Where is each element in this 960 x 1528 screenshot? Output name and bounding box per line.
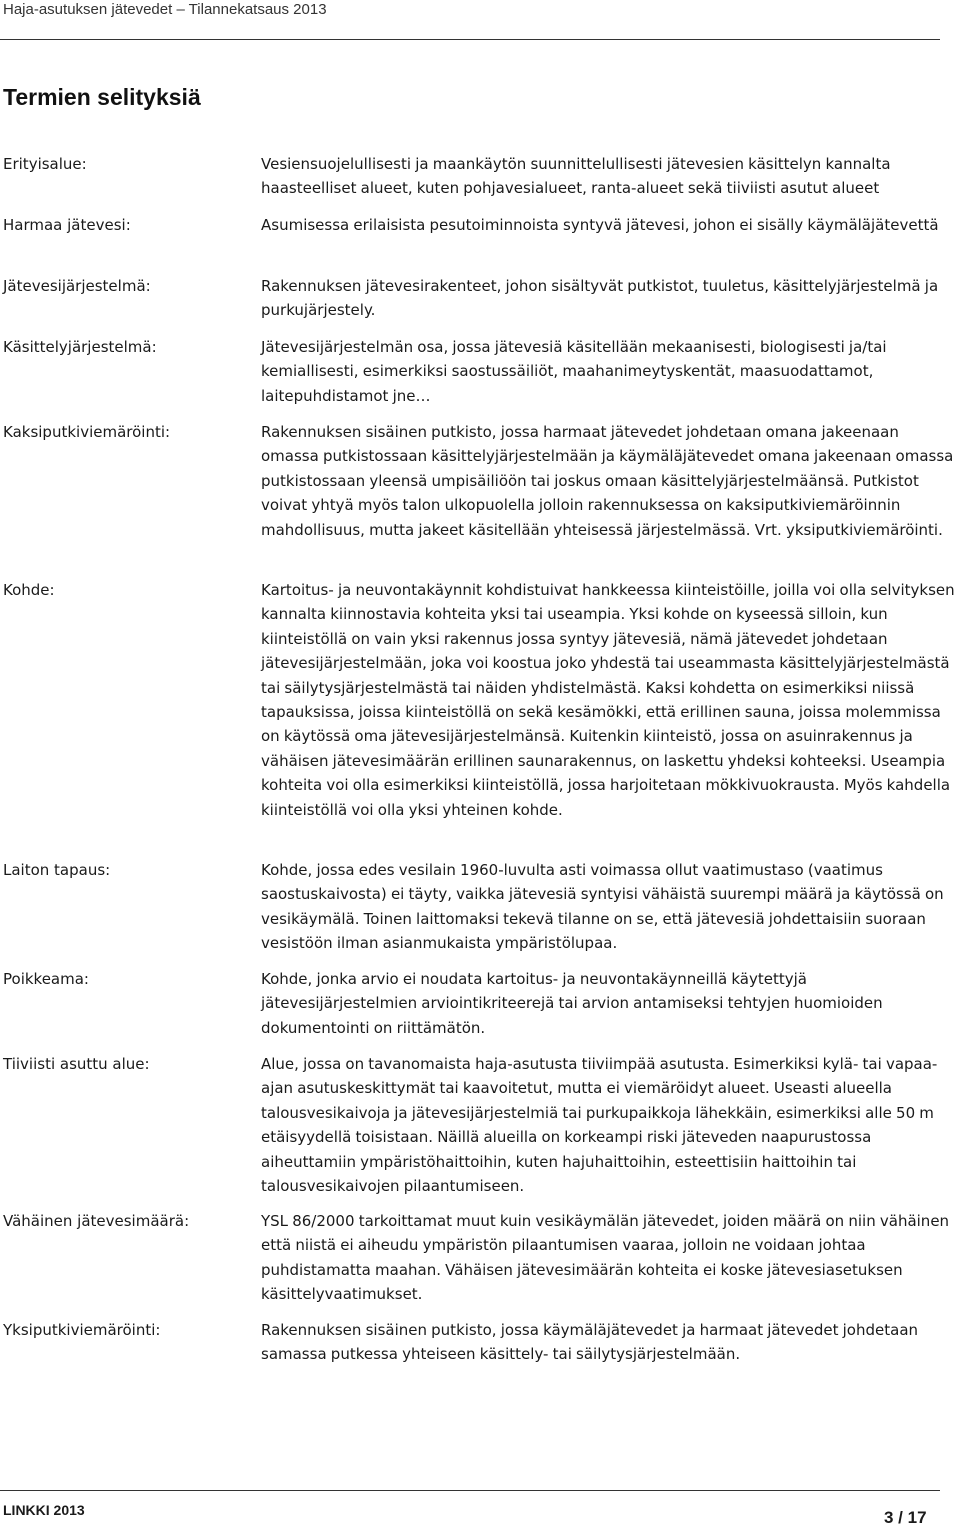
running-header: [0, 0, 940, 40]
definition-tiiviisti-asuttu-alue: Alue, jossa on tavanomaista haja-asutusta tiiviimpää asutusta. Esimerkiksi kylä- tai vapaa-ajan asutuskeskittymät tai kaavoitetut, mutta ei viemäröidyt alueet. Useasti alueella talousvesikaivoja ja jätevesijärjestelmiä tai purkupaikkoja lähekkäin, esimerkiksi alle 50 m etäisyydellä toisistaan. Näillä alueilla on korkeampi riski jäteveden naapurustossa aiheuttamiin ympäristöhaittoihin, kuten hajuhaittoihin, esteettisiin haittoihin tai talousvesikaivojen pilaantumiseen.: [261, 1055, 938, 1196]
page-title: Termien selityksiä: [3, 84, 201, 110]
definition-harmaa-jatevesi: Asumisessa erilaisista pesutoiminnoista syntyvä jätevesi, johon ei sisälly käymäläjätevettä: [261, 216, 939, 234]
definition-laiton-tapaus: Kohde, jossa edes vesilain 1960-luvulta asti voimassa ollut vaatimustaso (vaatimus saostuskaivosta) ei täyty, vaikka jätevesiä syntyisi vähäistä suurempi määrä ja käytössä on vesikäymälä. Toinen laittomaksi tekevä tilanne on se, että jätevesiä johdettaisiin suoraan vesistöön ilman asianmukaista ympäristölupaa.: [261, 861, 944, 953]
term-harmaa-jatevesi: Harmaa jätevesi:: [3, 216, 131, 234]
term-yksiputkiviemarointi: Yksiputkiviemäröinti:: [3, 1321, 161, 1339]
definition-kaksiputkiviemarointi: Rakennuksen sisäinen putkisto, jossa harmaat jätevedet johdetaan omana jakeenaan omassa putkistossaan käsittelyjärjestelmään ja käymäläjätevedet omana jakeenaan omassa putkistossaan yleensä umpisäiliöön tai joskus omaan käsittelyjärjestelmäänsä. Putkistot voivat yhtyä myös talon ulkopuolella jolloin rakennuksessa on kaksiputkiviemäröinnin mahdollisuus, mutta jakeet käsitellään yhteisessä järjestelmässä. Vrt. yksiputkiviemäröinti.: [261, 423, 954, 539]
term-poikkeama: Poikkeama:: [3, 970, 89, 988]
footer-divider: [0, 1490, 940, 1491]
term-tiiviisti-asuttu-alue: Tiiviisti asuttu alue:: [3, 1055, 150, 1073]
definition-jatevesijarjestelma: Rakennuksen jätevesirakenteet, johon sisältyvät putkistot, tuuletus, käsittelyjärjestelmä ja purkujärjestely.: [261, 277, 939, 320]
definition-yksiputkiviemarointi: Rakennuksen sisäinen putkisto, jossa käymäläjätevedet ja harmaat jätevedet johdetaan samassa putkessa yhteiseen käsittely- tai säilytysjärjestelmään.: [261, 1321, 919, 1364]
running-header-title: Haja-asutuksen jätevedet – Tilannekatsaus 2013: [3, 1, 327, 18]
term-jatevesijarjestelma: Jätevesijärjestelmä:: [3, 277, 151, 295]
term-kasittelyjarjestelma: Käsittelyjärjestelmä:: [3, 338, 157, 356]
definition-erityisalue: Vesiensuojelullisesti ja maankäytön suunnittelullisesti jätevesien käsittelyn kannalta haasteelliset alueet, kuten pohjavesialueet, ranta-alueet sekä tiiviisti asutut alueet: [261, 155, 891, 198]
definition-poikkeama: Kohde, jonka arvio ei noudata kartoitus- ja neuvontakäynneillä käytettyjä jätevesijärjestelmien arviointikriteerejä tai arvion antamiseksi tehtyjen huomioiden dokumentointi on riittämätön.: [261, 970, 883, 1037]
term-kaksiputkiviemarointi: Kaksiputkiviemäröinti:: [3, 423, 171, 441]
definition-kasittelyjarjestelma: Jätevesijärjestelmän osa, jossa jätevesiä käsitellään mekaanisesti, biologisesti ja/tai kemiallisesti, esimerkiksi saostussäiliöt, maahanimeytyskentät, maasuodattamot, laitepuhdistamot jne…: [261, 338, 887, 405]
term-vahainen-jatevesimaara: Vähäinen jätevesimäärä:: [3, 1212, 190, 1230]
page-number: 3 / 17: [884, 1508, 927, 1527]
term-kohde: Kohde:: [3, 581, 55, 599]
definition-vahainen-jatevesimaara: YSL 86/2000 tarkoittamat muut kuin vesikäymälän jätevedet, joiden määrä on niin vähäinen että niistä ei aiheudu ympäristön pilaantumisen vaaraa, jolloin ne voidaan johtaa puhdistamatta maahan. Vähäisen jätevesimäärän kohteita ei koske jätevesiasetuksen käsittelyvaatimukset.: [261, 1212, 950, 1304]
definition-kohde: Kartoitus- ja neuvontakäynnit kohdistuivat hankkeessa kiinteistöille, joilla voi olla selvityksen kannalta kiinnostavia kohteita yksi tai useampia. Yksi kohde on kyseessä silloin, kun kiinteistöllä on vain yksi rakennus jossa syntyy jätevesiä, nämä jätevedet johdetaan jätevesijärjestelmään, joka voi koostua joko yhdestä tai useammasta käsittelyjärjestelmästä tai säilytysjärjestelmästä tai näiden yhdistelmästä. Kaksi kohdetta on esimerkiksi niissä tapauksissa, joissa kiinteistöllä on sekä kesämökki, että erillinen sauna, joissa molemmissa on käytössä oma jätevesijärjestelmänsä. Kuitenkin kiinteistö, jossa on asuinrakennus ja vähäisen jätevesimäärän erillinen saunarakennus, on laskettu yhdeksi kohteeksi. Useampia kohteita voi olla esimerkiksi kiinteistöllä, jossa harjoitetaan mökkivuokrausta. Myös kahdella kiinteistöllä voi olla yksi yhteinen kohde.: [261, 581, 955, 819]
footer-project-label: LINKKI 2013: [3, 1502, 85, 1518]
term-laiton-tapaus: Laiton tapaus:: [3, 861, 111, 879]
term-erityisalue: Erityisalue:: [3, 155, 87, 173]
